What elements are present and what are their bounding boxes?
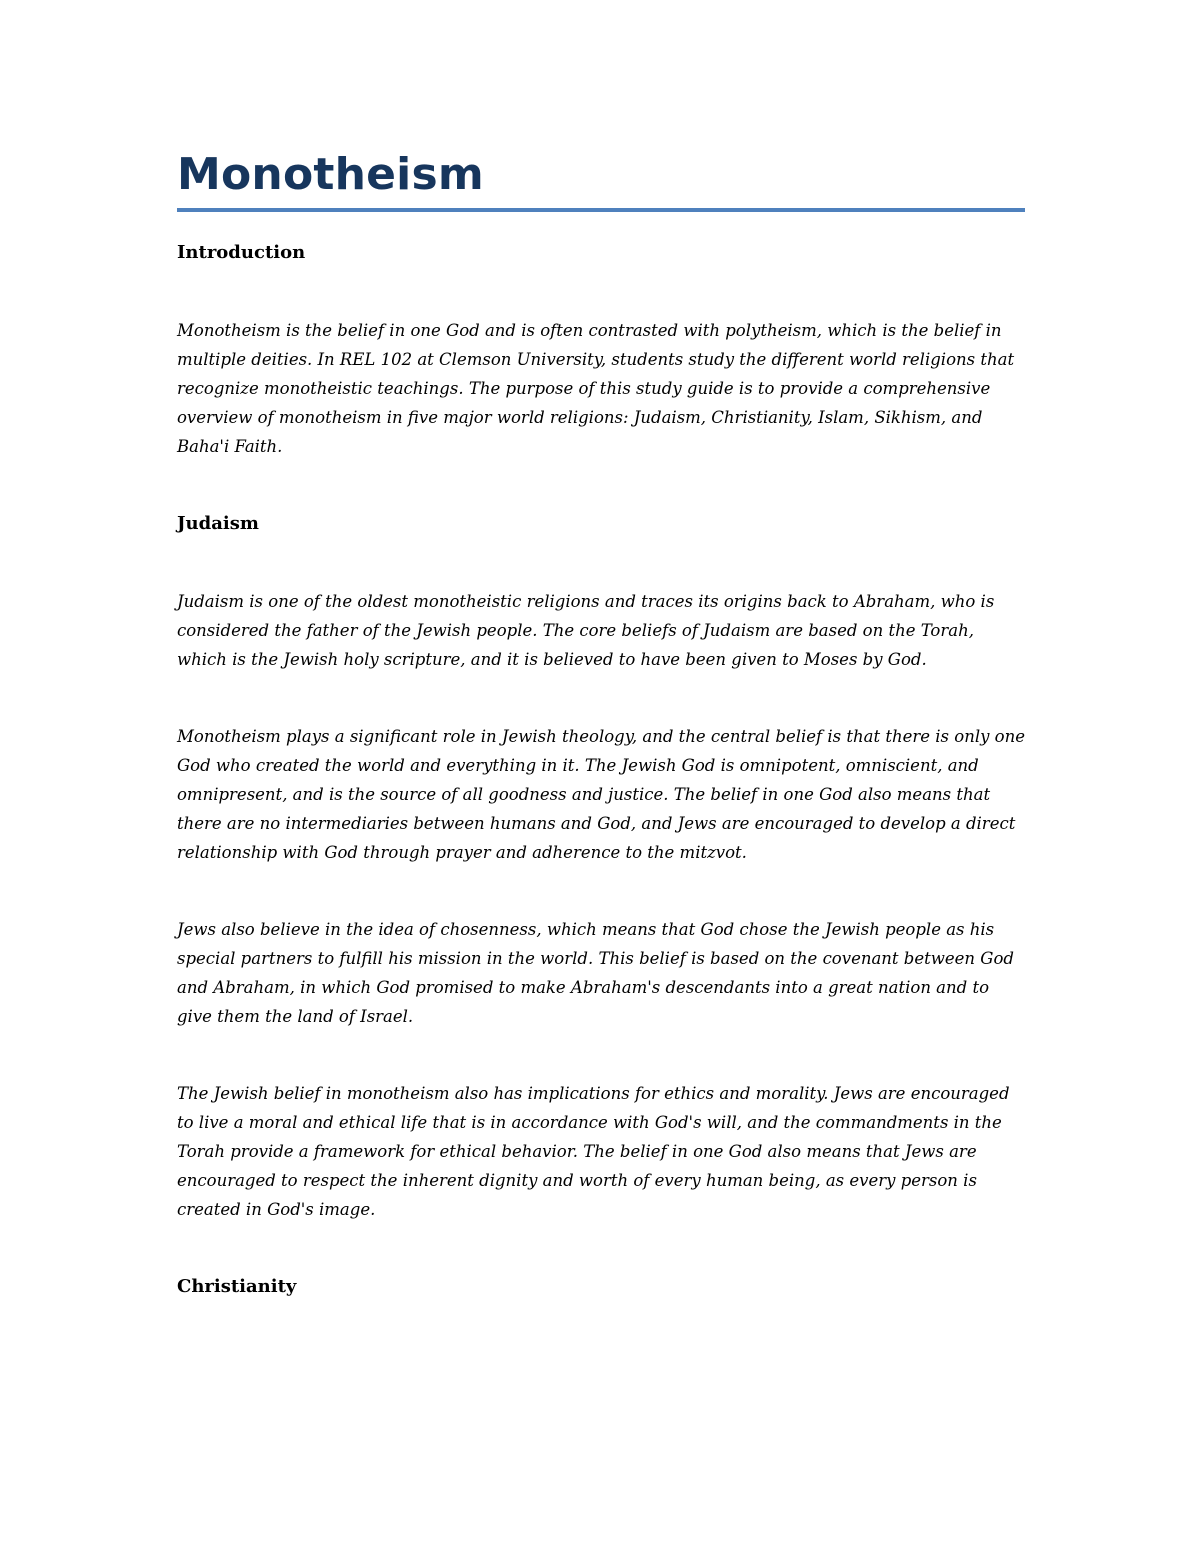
document-title: Monotheism	[177, 149, 484, 200]
document-body	[177, 148, 1025, 1301]
paragraph-judaism-chosenness: Jews also believe in the idea of chosenness, which means that God chose the Jewish people as his special partners to fulfill his mission in the world. This belief is based on the covenant between God and Abraham, in which God promised to make Abraham's descendants into a great nation and to give them the land of Israel.	[177, 920, 1014, 1026]
paragraph-introduction: Monotheism is the belief in one God and is often contrasted with polytheism, which is the belief in multiple deities. In REL 102 at Clemson University, students study the different world religions that recognize monotheistic teachings. The purpose of this study guide is to provide a comprehensive overview of monotheism in five major world religions: Judaism, Christianity, Islam, Sikhism, and Baha'i Faith.	[177, 321, 1015, 456]
section-heading-christianity: Christianity	[177, 1276, 297, 1297]
paragraph-judaism-origins: Judaism is one of the oldest monotheistic religions and traces its origins back to Abraham, who is considered the father of the Jewish people. The core beliefs of Judaism are based on the Torah, which is the Jewish holy scripture, and it is believed to have been given to Moses by God.	[177, 592, 995, 669]
paragraph-judaism-ethics: The Jewish belief in monotheism also has implications for ethics and morality. Jews are encouraged to live a moral and ethical life that is in accordance with God's will, and the commandments in the Torah provide a framework for ethical behavior. The belief in one God also means that Jews are encouraged to respect the inherent dignity and worth of every human being, as every person is created in God's image.	[177, 1084, 1010, 1219]
section-heading-introduction: Introduction	[177, 242, 306, 263]
paragraph-judaism-theology: Monotheism plays a significant role in Jewish theology, and the central belief is that there is only one God who created the world and everything in it. The Jewish God is omnipotent, omniscient, and omnipresent, and is the source of all goodness and justice. The belief in one God also means that there are no intermediaries between humans and God, and Jews are encouraged to develop a direct relationship with God through prayer and adherence to the mitzvot.	[177, 727, 1026, 862]
title-underline	[177, 208, 1025, 212]
section-heading-judaism: Judaism	[177, 513, 259, 534]
